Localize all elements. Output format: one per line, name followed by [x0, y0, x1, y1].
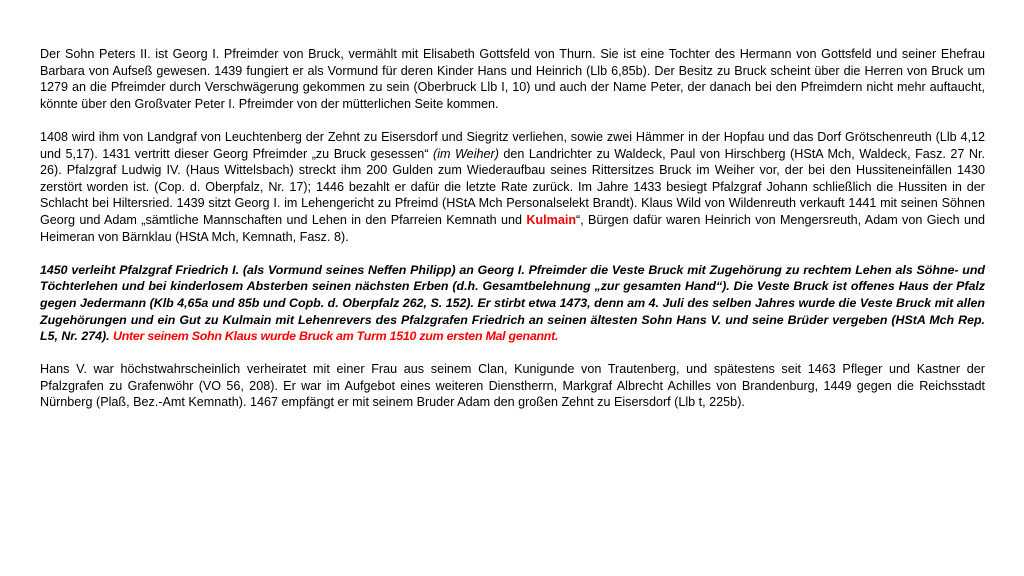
paragraph-3-red-note: Unter seinem Sohn Klaus wurde Bruck am Turm 1510 zum ersten Mal genannt.: [113, 329, 559, 344]
paragraph-hans-v: [40, 361, 985, 411]
paragraph-1-text: Der Sohn Peters II. ist Georg I. Pfreimder von Bruck, vermählt mit Elisabeth Gottsfeld von Thurn. Sie ist eine Tochter des Hermann von Gottsfeld und seiner Ehefrau Barbara von Aufseß gewesen. 1439 fungiert er als Vormund für deren Kinder Hans und Heinrich (Llb 6,85b). Der Besitz zu Bruck scheint über die Herren von Bruck um 1279 an die Pfreimder durch Verschwägerung gekommen zu sein (Oberbruck Llb I, 10) und auch der Name Peter, der danach bei den Pfreimdern nicht mehr auftaucht, könnte über den Großvater Peter I. Pfreimder von der mütterlichen Seite kommen.: [40, 47, 985, 111]
paragraph-2-text-b: den Landrichter zu Waldeck, Paul von Hirschberg (HStA Mch, Waldeck, Fasz. 27 Nr. 26). Pfalzgraf Ludwig IV. (Haus Wittelsbach) streckt ihm 200 Gulden zum Wiederaufbau seines Rittersitzes Bruck im Weiher vor, der bei den Hussiteneinfällen 1430 zerstört worden ist. (Cop. d. Oberpfalz, Nr. 17); 1446 bezahlt er dafür die letzte Rate zurück. Im Jahre 1433 besiegt Pfalzgraf Johann schließlich die Hussiten in der Schlacht bei Hiltersried. 1439 sitzt Georg I. im Lehengericht zu Pfreimd (HStA Mch Personalselekt Brandt). Klaus Wild von Wildenreuth verkauft 1441 mit seinen Söhnen Georg und Adam „sämtliche Mannschaften und Lehen in den Pfarreien Kemnath und: [40, 146, 985, 227]
paragraph-georg-origin: [40, 46, 985, 112]
paragraph-fiefs-1408: [40, 129, 985, 245]
paragraph-2-italic: (im Weiher): [433, 146, 499, 161]
paragraph-enfeoffment-1450: [40, 262, 985, 345]
paragraph-2-text-c: “, Bürgen dafür waren Heinrich von Mengersreuth, Adam von Giech und Heimeran von Bärnklau (HStA Mch, Kemnath, Fasz. 8).: [40, 212, 985, 244]
paragraph-3-text: 1450 verleiht Pfalzgraf Friedrich I. (als Vormund seines Neffen Philipp) an Georg I. Pfreimder die Veste Bruck mit Zugehörung zu rechtem Lehen als Söhne- und Töchterlehen und bei kinderlosem Absterben seinen nächsten Erben (d.h. Gesamtbelehnung „zur gesamten Hand“). Die Veste Bruck ist offenes Haus der Pfalz gegen Jedermann (Klb 4,65a und 85b und Copb. d. Oberpfalz 262, S. 152). Er stirbt etwa 1473, denn am 4. Juli des selben Jahres wurde die Veste Bruck mit allen Zugehörungen und ein Gut zu Kulmain mit Lehenrevers des Pfalzgrafen Friedrich an seinen ältesten Sohn Hans V. und seine Brüder vergeben (HStA Mch Rep. L5, Nr. 274).: [40, 262, 985, 344]
kulmain-highlight: Kulmain: [526, 212, 577, 227]
paragraph-4-text: Hans V. war höchstwahrscheinlich verheiratet mit einer Frau aus seinem Clan, Kunigunde von Trautenberg, und spätestens seit 1463 Pfleger und Kastner der Pfalzgrafen zu Grafenwöhr (VO 56, 208). Er war im Aufgebot eines weiteren Dienstherrn, Markgraf Albrecht Achilles von Brandenburg, 1449 gegen die Reichsstadt Nürnberg (Plaß, Bez.-Amt Kemnath). 1467 empfängt er mit seinem Bruder Adam den großen Zehnt zu Eisersdorf (Llb t, 225b).: [40, 362, 985, 410]
paragraph-2-text-a: 1408 wird ihm von Landgraf von Leuchtenberg der Zehnt zu Eisersdorf und Siegritz verliehen, sowie zwei Hämmer in der Hopfau und das Dorf Grötschenreuth (Llb 4,12 und 5,17). 1431 vertritt dieser Georg Pfreimder „zu Bruck gesessen“: [40, 129, 985, 161]
text-body: [40, 46, 985, 411]
